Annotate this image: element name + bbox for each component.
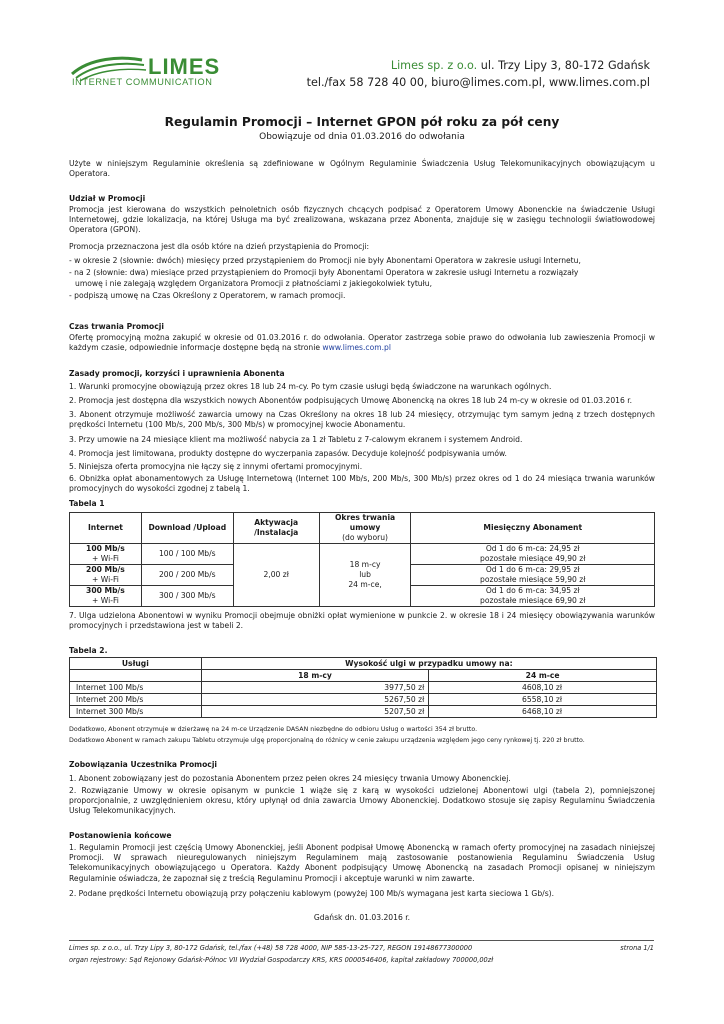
website-link[interactable]: www.limes.com.pl <box>322 343 391 353</box>
th-activation: Aktywacja /Instalacja <box>233 513 319 544</box>
footer-company: Limes sp. z o.o., ul. Trzy Lipy 3, 80-172 Gdańsk, tel./fax (+48) 58 728 4000, NIP 585-13-25-727, REGON 19148677300000 <box>69 944 473 952</box>
th-24-months: 24 m-ce <box>429 670 657 682</box>
speed-label: 200 Mb/s <box>86 565 125 574</box>
cell-download: 200 / 200 Mb/s <box>141 565 233 586</box>
final-provision-2: 2. Podane prędkości Internetu obowiązują przy połączeniu kablowym (powyżej 100 Mb/s wymagana jest karta sieciowa 1 Gb/s). <box>69 889 555 898</box>
cell-speed <box>70 544 142 565</box>
wifi-label: + Wi-Fi <box>91 575 119 584</box>
place-date: Gdańsk dn. 01.03.2016 r. <box>313 913 411 922</box>
section-heading-duration: Czas trwania Promocji <box>69 322 164 331</box>
cell-service: Internet 200 Mb/s <box>70 694 202 706</box>
participation-bullet-2a: - na 2 (słownie: dwa) miesiące przed przystąpieniem do Promocji były Abonentami Operatora w zakresie usługi Internetu a rozwiązały <box>69 268 579 277</box>
obligation-1: 1. Abonent zobowiązany jest do pozostania Abonentem przez pełen okres 24 miesięcy trwania Umowy Abonenckiej. <box>69 774 511 783</box>
period-option-2: 24 m-ce, <box>348 580 382 589</box>
cell-18: 5267,50 zł <box>201 694 429 706</box>
note-device: Dodatkowo, Abonent otrzymuje w dzierżawę na 24 m-ce Urządzenie DASAN niezbędne do odbioru Usług o wartości 354 zł brutto. <box>69 726 478 733</box>
th-internet: Internet <box>70 513 142 544</box>
section-heading-final: Postanowienia końcowe <box>69 831 172 840</box>
participation-intro: Promocja przeznaczona jest dla osób które na dzień przystąpienia do Promocji: <box>69 242 370 251</box>
cell-activation: 2,00 zł <box>233 544 319 607</box>
cell-monthly <box>411 544 655 565</box>
duration-text: Ofertę promocyjną można zakupić w okresie od 01.03.2016 r. do odwołania. Operator zastrzega sobie prawo do odwołania lub zawieszenia Promocji w każdym czasie, odpowiednie informacje dostępne będą na stronie <box>69 333 655 353</box>
table-row <box>70 544 655 565</box>
table2-label: Tabela 2. <box>69 646 108 655</box>
th-download: Download /Upload <box>141 513 233 544</box>
final-provision-1: 1. Regulamin Promocji jest częścią Umowy Abonenckiej, jeśli Abonent podpisał Umowę Abonencką w ramach oferty promocyjnej na zasadach niniejszej Promocji. W sprawach nieuregulowanych niniejszym Regulaminem mają zastosowanie postanowienia Regulaminu Świadczenia Usług Telekomunikacyjnych obowiązującego u Operatora. Każdy Abonent podpisujący Umowę Abonencką na zasadach Promocji opisanej w niniejszym Regulaminie oświadcza, że zapoznał się z treścią Regulaminu Promocji i akceptuje warunki w nim zawarte. <box>69 843 655 883</box>
rule-6: 6. Obniżka opłat abonamentowych za Usługę Internetową (Internet 100 Mb/s, 200 Mb/s, 300 Mb/s) przez okres od 1 do 24 miesiąca trwania warunków promocyjnych do wysokości zgodnej z tabelą 1. <box>69 474 655 494</box>
wifi-label: + Wi-Fi <box>91 596 119 605</box>
footer-registry: organ rejestrowy: Sąd Rejonowy Gdańsk-Północ VII Wydział Gospodarczy KRS, KRS 0000546406, kapitał zakładowy 700000,00zł <box>69 956 494 964</box>
table-2-discount <box>69 657 657 718</box>
participation-paragraph: Promocja jest kierowana do wszystkich pełnoletnich osób fizycznych chcących podpisać z Operatorem Umowy Abonenckie na świadczenie Usługi Internetowej, gdzie lokalizacja, na której Usługa ma być zrealizowana, wskazana przez Abonenta, znajduje się w zasięgu technologii światłowodowej Operatora (GPON). <box>69 205 655 235</box>
logo <box>70 52 240 92</box>
cell-download: 100 / 100 Mb/s <box>141 544 233 565</box>
page-title: Regulamin Promocji – Internet GPON pół roku za pół ceny <box>164 115 560 129</box>
obligation-2: 2. Rozwiązanie Umowy w okresie opisanym w punkcie 1 wiąże się z karą w wysokości udzielonej Abonentowi ulgi (tabela 2), pomniejszonej proporcjonalnie, z uwzględnieniem okresu, który upłynął od dnia zawarcia Umowy Abonenckiej. Dodatkowo stosuje się zapisy Regulaminu Świadczenia Usług Telekomunikacyjnych. <box>69 786 655 816</box>
period-option-1: 18 m-cy <box>349 560 381 569</box>
monthly-regular: pozostałe miesiące 59,90 zł <box>480 575 586 584</box>
section-heading-rules: Zasady promocji, korzyści i uprawnienia Abonenta <box>69 369 285 378</box>
participation-bullet-2b: umowę i nie zalegają względem Organizatora Promocji z płatnościami z jakiegokolwiek tytułu, <box>75 279 432 288</box>
th-services: Usługi <box>70 658 202 670</box>
monthly-regular: pozostałe miesiące 49,90 zł <box>480 554 586 563</box>
participation-bullet-3: - podpiszą umowę na Czas Określony z Operatorem, w ramach promocji. <box>69 291 346 300</box>
table1-label: Tabela 1 <box>69 499 105 508</box>
monthly-promo: Od 1 do 6 m-ca: 29,95 zł <box>485 565 580 574</box>
company-address: ul. Trzy Lipy 3, 80-172 Gdańsk <box>477 59 650 72</box>
duration-paragraph <box>69 333 655 353</box>
monthly-promo: Od 1 do 6 m-ca: 24,95 zł <box>485 544 580 553</box>
th-discount-value: Wysokość ulgi w przypadku umowy na: <box>201 658 656 670</box>
rule-3: 3. Abonent otrzymuje możliwość zawarcia umowy na Czas Określony na okres 18 lub 24 miesięcy, otrzymując tym samym jedną z trzech dostępnych prędkości Internetu (100 Mb/s, 200 Mb/s, 300 Mb/s) w promocyjnej kwocie Abonamentu. <box>69 410 655 430</box>
cell-18: 3977,50 zł <box>201 682 429 694</box>
section-heading-participation: Udział w Promocji <box>69 194 146 203</box>
cell-24: 6468,10 zł <box>429 706 657 718</box>
cell-monthly <box>411 586 655 607</box>
rule-3b: 3. Przy umowie na 24 miesiące klient ma możliwość nabycia za 1 zł Tabletu z 7-calowym ekranem i systemem Android. <box>69 435 523 444</box>
th-period <box>319 513 411 544</box>
company-contact: tel./fax 58 728 40 00, biuro@limes.com.pl, www.limes.com.pl <box>306 76 650 89</box>
th-18-months: 18 m-cy <box>201 670 429 682</box>
cell-download: 300 / 300 Mb/s <box>141 586 233 607</box>
speed-label: 300 Mb/s <box>86 586 125 595</box>
page-subtitle: Obowiązuje od dnia 01.03.2016 do odwołania <box>259 132 465 142</box>
table-1-pricing <box>69 512 655 607</box>
cell-speed <box>70 586 142 607</box>
cell-empty <box>70 670 202 682</box>
logo-wordmark: LIMES <box>148 54 221 79</box>
speed-label: 100 Mb/s <box>86 544 125 553</box>
cell-24: 6558,10 zł <box>429 694 657 706</box>
cell-18: 5207,50 zł <box>201 706 429 718</box>
intro-paragraph: Użyte w niniejszym Regulaminie określenia są zdefiniowane w Ogólnym Regulaminie Świadczenia Usług Telekomunikacyjnych obowiązującym u Operatora. <box>69 159 655 179</box>
company-name: Limes sp. z o.o. <box>390 59 478 72</box>
monthly-promo: Od 1 do 6 m-ca: 34,95 zł <box>485 586 580 595</box>
table-row <box>70 706 657 718</box>
th-period-label: Okres trwania umowy <box>334 513 396 532</box>
note-tablet: Dodatkowo Abonent w ramach zakupu Tabletu otrzymuje ulgę proporcjonalną do różnicy w cenie zakupu urządzenia względem jego ceny rynkowej tj. 220 zł brutto. <box>69 737 585 744</box>
th-period-sub: (do wyboru) <box>342 533 389 542</box>
cell-service: Internet 300 Mb/s <box>70 706 202 718</box>
monthly-regular: pozostałe miesiące 69,90 zł <box>480 596 586 605</box>
period-or: lub <box>359 570 371 579</box>
footer-page-number: strona 1/1 <box>620 944 654 952</box>
section-heading-obligations: Zobowiązania Uczestnika Promocji <box>69 760 218 769</box>
company-header <box>307 57 650 91</box>
th-monthly: Miesięczny Abonament <box>411 513 655 544</box>
rule-2: 2. Promocja jest dostępna dla wszystkich nowych Abonentów podpisujących Umowę Abonencką na okres 18 lub 24 m-cy w okresie od 01.03.2016 r. <box>69 396 633 405</box>
cell-speed <box>70 565 142 586</box>
wifi-label: + Wi-Fi <box>91 554 119 563</box>
participation-bullet-1: - w okresie 2 (słownie: dwóch) miesięcy przed przystąpieniem do Promocji nie były Abonentami Operatora w zakresie usługi Internetu, <box>69 256 581 265</box>
cell-24: 4608,10 zł <box>429 682 657 694</box>
table-row <box>70 682 657 694</box>
logo-subtitle: INTERNET COMMUNICATION <box>72 77 213 87</box>
table-row <box>70 694 657 706</box>
cell-monthly <box>411 565 655 586</box>
rule-1: 1. Warunki promocyjne obowiązują przez okres 18 lub 24 m-cy. Po tym czasie usługi będą świadczone na warunkach ogólnych. <box>69 382 552 391</box>
cell-service: Internet 100 Mb/s <box>70 682 202 694</box>
rule-4: 4. Promocja jest limitowana, produkty dostępne do wyczerpania zapasów. Decyduje kolejność podpisywania umów. <box>69 449 507 458</box>
rule-7: 7. Ulga udzielona Abonentowi w wyniku Promocji obejmuje obniżki opłat wymienione w punkcie 2. w okresie 18 i 24 miesięcy obowiązywania warunków promocyjnych i przedstawiona jest w tabeli 2. <box>69 611 655 631</box>
rule-5: 5. Niniejsza oferta promocyjna nie łączy się z innymi ofertami promocyjnymi. <box>69 462 363 471</box>
footer-divider <box>69 940 654 941</box>
cell-period <box>319 544 411 607</box>
